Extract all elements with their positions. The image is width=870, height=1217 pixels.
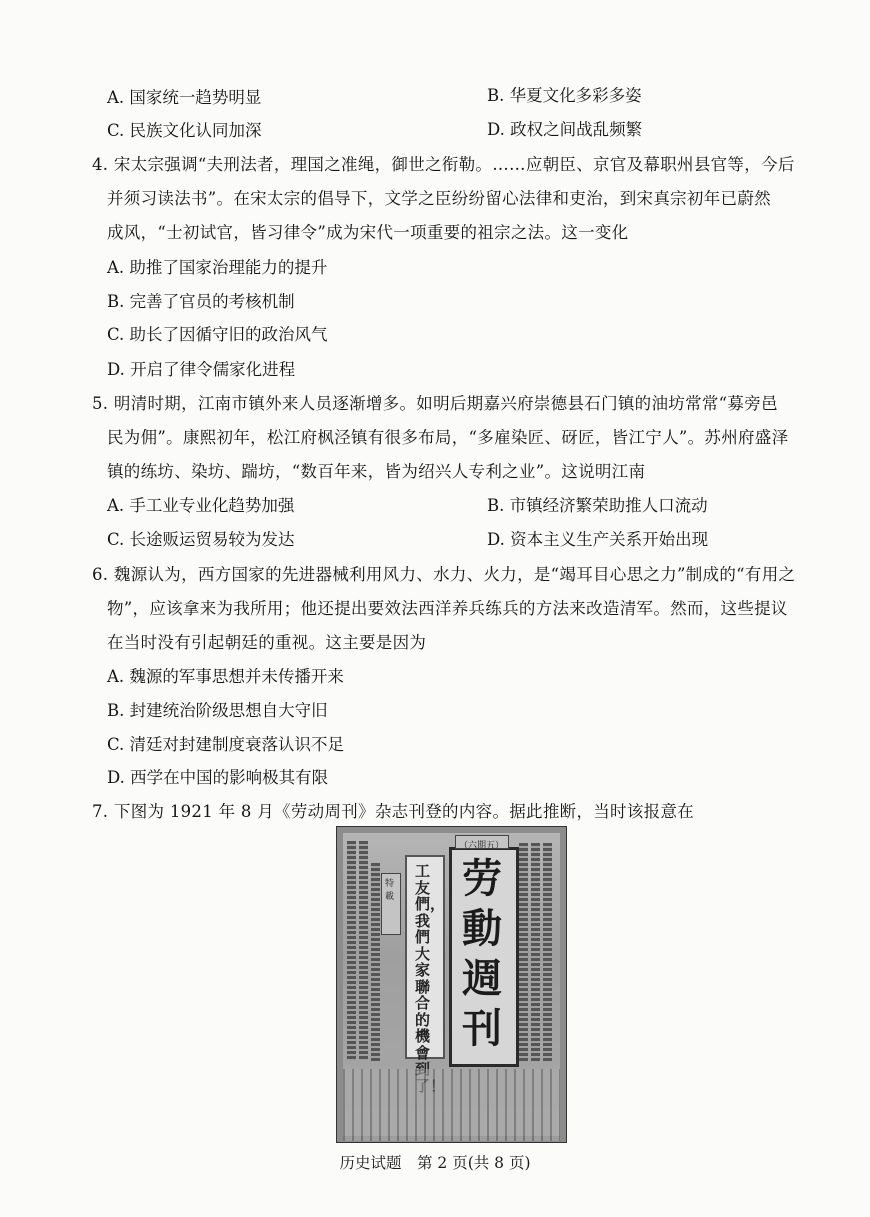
text-column bbox=[531, 843, 540, 1061]
text-column bbox=[543, 843, 552, 1061]
newspaper-body-text bbox=[343, 1069, 560, 1141]
q5-stem-line-3: 镇的练坊、染坊、踹坊，“数百年来，皆为绍兴人专利之业”。这说明江南 bbox=[107, 462, 646, 481]
newspaper-masthead bbox=[449, 847, 519, 1067]
text-column bbox=[347, 841, 356, 1061]
q4-stem-line-3: 成风，“士初试官，皆习律令”成为宋代一项重要的祖宗之法。这一变化 bbox=[107, 223, 629, 242]
q5-stem-line-2: 民为佣”。康熙初年，松江府枫泾镇有很多布局，“多雇染匠、砑匠，皆江宁人”。苏州府盛泽 bbox=[107, 428, 789, 447]
text-column bbox=[371, 863, 380, 1061]
q4-option-a: A. 助推了国家治理能力的提升 bbox=[107, 258, 328, 277]
issue-tag: （六期五） bbox=[459, 841, 505, 851]
q4-option-d: D. 开启了律令儒家化进程 bbox=[107, 360, 296, 379]
q5-option-b: B. 市镇经济繁荣助推人口流动 bbox=[487, 496, 708, 515]
q4-stem-line-2: 并须习读法书”。在宋太宗的倡导下，文学之臣纷纷留心法律和吏治，到宋真宗初年已蔚然 bbox=[107, 189, 771, 208]
q5-stem-line-1: 5. 明清时期，江南市镇外来人员逐渐增多。如明后期嘉兴府崇德县石门镇的油坊常常“募旁邑 bbox=[92, 394, 778, 413]
newspaper-photo bbox=[336, 826, 567, 1143]
banner-text: 工友們，我們大家聯合的機會 bbox=[415, 862, 446, 1062]
newspaper-banner bbox=[405, 855, 446, 1062]
q3-option-b: B. 华夏文化多彩多姿 bbox=[487, 86, 642, 105]
masthead-title: 劳動週刊 bbox=[462, 855, 502, 1052]
text-column bbox=[519, 843, 528, 1061]
q6-stem-line-3: 在当时没有引起朝廷的重视。这主要是因为 bbox=[107, 633, 427, 652]
issue-tag-box bbox=[455, 835, 509, 849]
q4-option-b: B. 完善了官员的考核机制 bbox=[107, 292, 295, 311]
q6-stem-line-2: 物”，应该拿来为我所用；他还提出要效法西洋养兵练兵的方法来改造清军。然而，这些提议 bbox=[107, 599, 788, 618]
side-tag: 特載 bbox=[385, 879, 395, 902]
q4-stem-line-1: 4. 宋太宗强调“夫刑法者，理国之准绳，御世之衔勒。……应朝臣、京官及幕职州县官等，今后 bbox=[92, 155, 795, 174]
q4-option-c: C. 助长了因循守旧的政治风气 bbox=[107, 325, 328, 344]
q3-option-d: D. 政权之间战乱频繁 bbox=[487, 120, 643, 139]
q5-option-d: D. 资本主义生产关系开始出现 bbox=[487, 530, 709, 549]
q7-stem: 7. 下图为 1921 年 8 月《劳动周刊》杂志刊登的内容。据此推断，当时该报意在 bbox=[92, 802, 695, 821]
side-tag-box bbox=[381, 873, 401, 935]
q3-option-a: A. 国家统一趋势明显 bbox=[107, 88, 262, 107]
q6-option-a: A. 魏源的军事思想并未传播开来 bbox=[107, 667, 344, 686]
q5-option-a: A. 手工业专业化趋势加强 bbox=[107, 496, 295, 515]
q6-option-d: D. 西学在中国的影响极其有限 bbox=[107, 768, 329, 787]
q6-option-c: C. 清廷对封建制度衰落认识不足 bbox=[107, 735, 345, 754]
q6-stem-line-1: 6. 魏源认为，西方国家的先进器械利用风力、水力、火力，是“竭耳目心思之力”制成的“有用之 bbox=[92, 565, 796, 584]
q6-option-b: B. 封建统治阶级思想自大守旧 bbox=[107, 701, 328, 720]
text-column bbox=[359, 841, 368, 1061]
q5-option-c: C. 长途贩运贸易较为发达 bbox=[107, 530, 295, 549]
newspaper-page bbox=[343, 833, 560, 1136]
q3-option-c: C. 民族文化认同加深 bbox=[107, 121, 262, 140]
page-footer: 历史试题 第 2 页(共 8 页) bbox=[339, 1154, 531, 1172]
